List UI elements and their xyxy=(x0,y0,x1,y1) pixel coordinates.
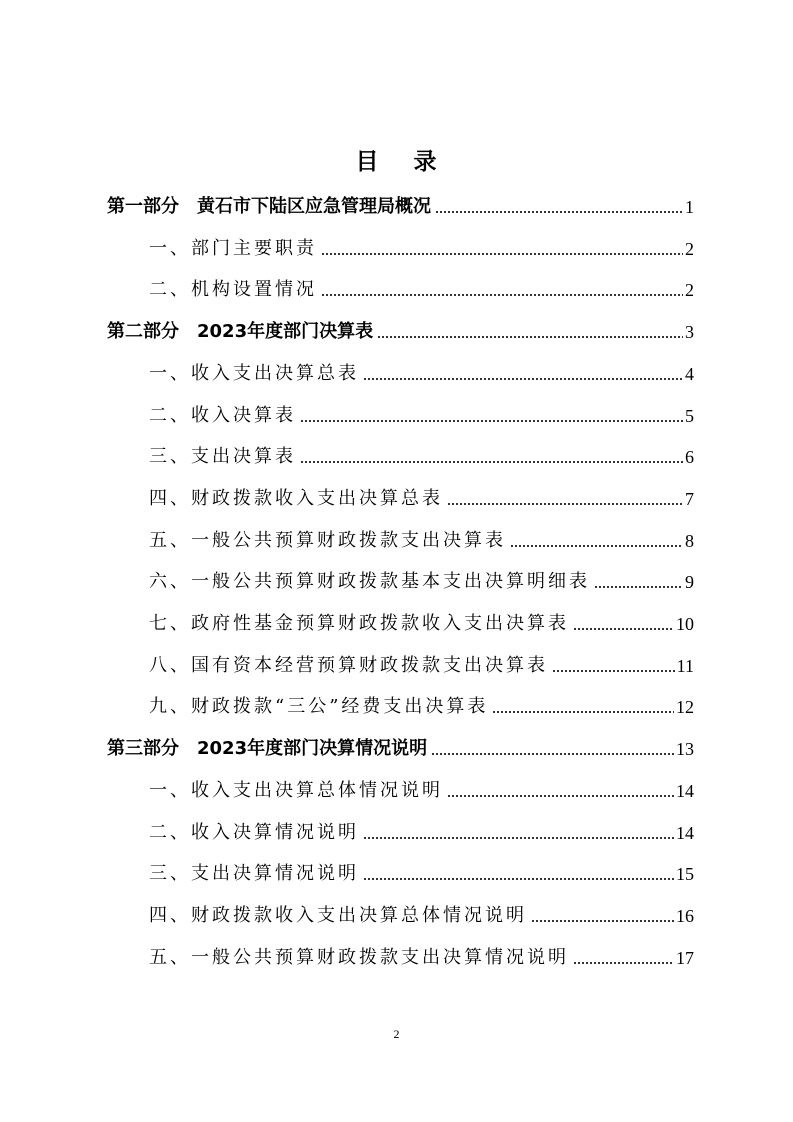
toc-section-heading[interactable] xyxy=(107,309,694,343)
toc-dot-leader xyxy=(363,836,674,840)
toc-page-number: 16 xyxy=(676,905,694,926)
toc-page-number: 14 xyxy=(676,822,694,843)
toc-page-number: 14 xyxy=(676,780,694,801)
toc-dot-leader xyxy=(435,210,683,214)
toc-page-number: 1 xyxy=(685,197,694,217)
toc-dot-leader xyxy=(321,293,683,297)
toc-page-number: 12 xyxy=(676,697,694,718)
toc-dot-leader xyxy=(573,627,674,631)
toc-entry[interactable] xyxy=(149,601,694,635)
toc-entry-label: 一、部门主要职责 xyxy=(149,237,317,259)
toc-entry[interactable] xyxy=(149,643,694,677)
toc-entry[interactable] xyxy=(149,434,694,468)
toc-page-number: 17 xyxy=(676,947,694,968)
toc-page-number: 4 xyxy=(685,363,694,384)
toc-dot-leader xyxy=(492,710,674,714)
toc-page-number: 5 xyxy=(685,405,694,426)
toc-entry-label: 二、收入决算情况说明 xyxy=(149,821,359,843)
toc-entry-label: 第三部分 2023年度部门决算情况说明 xyxy=(107,738,428,760)
toc-dot-leader xyxy=(531,919,674,923)
toc-dot-leader xyxy=(552,669,675,673)
toc-entry[interactable] xyxy=(149,393,694,427)
toc-entry-label: 八、国有资本经营预算财政拨款支出决算表 xyxy=(149,654,548,676)
toc-entry[interactable] xyxy=(149,935,694,969)
toc-dot-leader xyxy=(363,877,674,881)
page-title xyxy=(0,143,793,176)
toc-page-number: 8 xyxy=(685,530,694,551)
toc-dot-leader xyxy=(510,544,683,548)
page-title-part1: 目 xyxy=(355,149,380,175)
toc-entry[interactable] xyxy=(149,518,694,552)
toc-page-number: 2 xyxy=(685,238,694,259)
toc-page-number: 7 xyxy=(685,488,694,509)
toc-entry-label: 六、一般公共预算财政拨款基本支出决算明细表 xyxy=(149,571,590,593)
toc-entry[interactable] xyxy=(149,768,694,802)
toc-dot-leader xyxy=(363,377,683,381)
toc-page-number: 9 xyxy=(685,572,694,593)
toc-dot-leader xyxy=(377,335,683,339)
toc-section-heading[interactable] xyxy=(107,184,694,218)
toc-entry[interactable] xyxy=(149,851,694,885)
toc-entry[interactable] xyxy=(149,810,694,844)
toc-entry-label: 三、支出决算情况说明 xyxy=(149,863,359,885)
toc-section-heading[interactable] xyxy=(107,726,694,760)
page-title-part2: 录 xyxy=(413,149,438,175)
toc-page-number: 11 xyxy=(676,655,694,676)
toc-dot-leader xyxy=(300,460,683,464)
toc-entry-label: 四、财政拨款收入支出决算总体情况说明 xyxy=(149,904,527,926)
toc-dot-leader xyxy=(447,502,683,506)
toc-dot-leader xyxy=(594,585,683,589)
toc-entry-label: 四、财政拨款收入支出决算总表 xyxy=(149,487,443,509)
toc-dot-leader xyxy=(573,961,674,965)
toc-page-number: 2 xyxy=(685,280,694,301)
toc-entry[interactable] xyxy=(149,226,694,260)
toc-page-number: 6 xyxy=(685,447,694,468)
toc-dot-leader xyxy=(300,419,683,423)
toc-page-number: 3 xyxy=(685,322,694,343)
toc-entry-label: 第一部分 黄石市下陆区应急管理局概况 xyxy=(107,196,431,217)
toc-entry-label: 三、支出决算表 xyxy=(149,446,296,468)
toc-entry-label: 第二部分 2023年度部门决算表 xyxy=(107,321,374,343)
toc-dot-leader xyxy=(321,252,683,256)
toc-entry-label: 七、政府性基金预算财政拨款收入支出决算表 xyxy=(149,613,569,634)
toc-page-number: 15 xyxy=(676,864,694,885)
toc-entry[interactable] xyxy=(149,684,694,718)
toc-entry-label: 一、收入支出决算总体情况说明 xyxy=(149,779,443,801)
toc-entry[interactable] xyxy=(149,351,694,385)
toc-entry[interactable] xyxy=(149,559,694,593)
toc-entry-label: 九、财政拨款“三公”经费支出决算表 xyxy=(149,696,489,718)
toc-dot-leader xyxy=(447,794,674,798)
footer-page-number: 2 xyxy=(393,1027,400,1041)
toc-entry-label: 一、收入支出决算总表 xyxy=(149,362,359,384)
toc-entry-label: 二、收入决算表 xyxy=(149,404,296,426)
toc-entry-label: 二、机构设置情况 xyxy=(149,279,317,301)
toc-page-number: 10 xyxy=(676,614,694,634)
toc-entry-label: 五、一般公共预算财政拨款支出决算情况说明 xyxy=(149,946,569,968)
toc-dot-leader xyxy=(431,752,674,756)
toc-entry-label: 五、一般公共预算财政拨款支出决算表 xyxy=(149,529,506,551)
toc-entry[interactable] xyxy=(149,476,694,510)
toc-entry[interactable] xyxy=(149,267,694,301)
toc-entry[interactable] xyxy=(149,893,694,927)
toc-page-number: 13 xyxy=(676,739,694,760)
